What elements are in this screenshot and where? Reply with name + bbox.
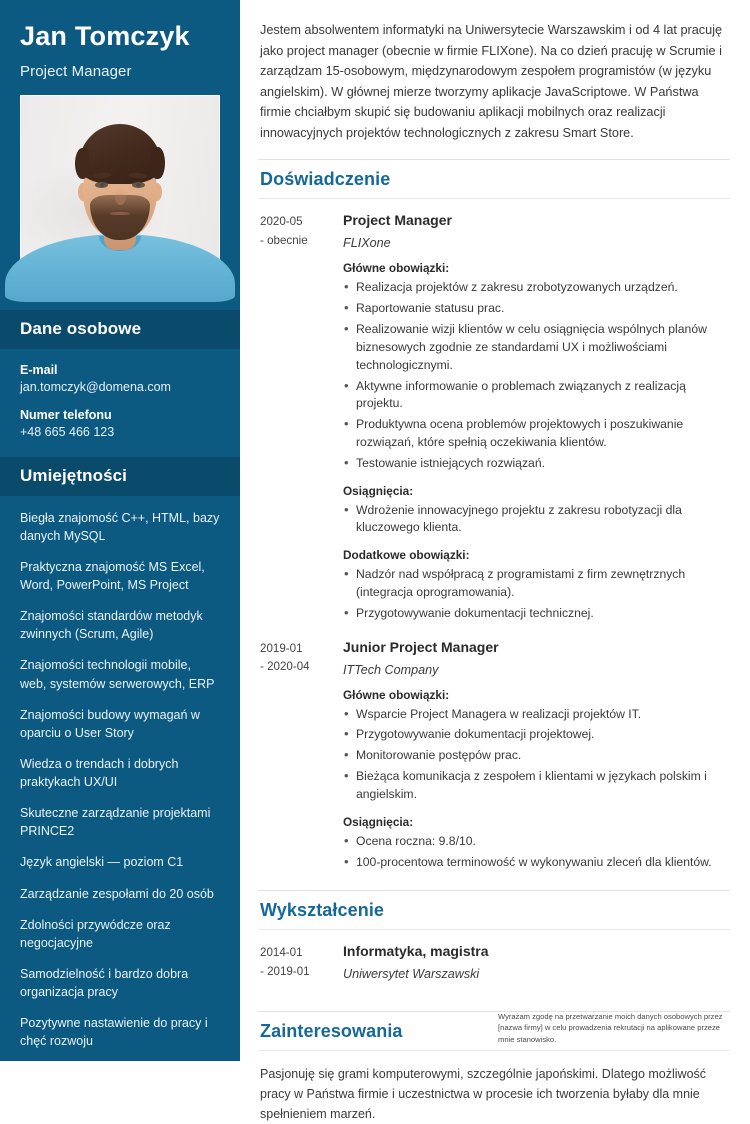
entry-role: Project Manager (343, 212, 452, 229)
list-item: Znajomości technologii mobile, web, systemów serwerowych, ERP (20, 658, 215, 691)
list-item: Biegła znajomość C++, HTML, bazy danych MySQL (20, 510, 220, 543)
photo-eye-left (95, 182, 108, 188)
list-item: • Raportowanie statusu prac. (343, 300, 730, 318)
section-education (258, 890, 730, 995)
duty-group-label: Dodatkowe obowiązki: (343, 548, 470, 563)
contact-label: E-mail (20, 362, 58, 377)
duty-group-label: Główne obowiązki: (343, 261, 450, 276)
entry-organization: FLIXone (343, 236, 391, 251)
list-item: Skuteczne zarządzanie projektami PRINCE2 (20, 806, 211, 839)
duty-group-label: Główne obowiązki: (343, 687, 450, 702)
list-item: • Realizacja projektów z zakresu zrobotyzowanych urządzeń. (343, 279, 730, 297)
photo-eye-right (132, 182, 145, 188)
section-education-header (258, 890, 730, 930)
section-experience-title: Doświadczenie (260, 169, 391, 190)
section-education-title: Wykształcenie (260, 900, 385, 921)
entry-degree: Informatyka, magistra (343, 943, 489, 960)
section-skills-header (0, 457, 240, 496)
list-item: • Monitorowanie postępów prac. (343, 747, 730, 765)
contact-label: Numer telefonu (20, 407, 112, 422)
contact-item-phone (20, 408, 220, 439)
list-item: Znajomości standardów metodyk zwinnych (Scrum, Agile) (20, 609, 203, 642)
photo-hair (79, 124, 160, 183)
list-item: • Ocena roczna: 9.8/10. (343, 833, 730, 851)
gdpr-consent-note: Wyrażam zgodę na przetwarzanie moich danych osobowych przez [nazwa firmy] w celu prowadzenia rekrutacji na aplikowane przeze mnie stanowisko. (498, 1011, 723, 1045)
list-item: Znajomości budowy wymagań w oparciu o User Story (20, 707, 200, 740)
list-item: Zarządzanie zespołami do 20 osób (20, 886, 214, 901)
entry-dates (260, 639, 343, 875)
entry-body (343, 943, 730, 982)
sidebar (0, 0, 240, 1061)
list-item: • Bieżąca komunikacja z zespołem i klientami w językach polskim i angielskim. (343, 768, 730, 804)
candidate-job-title: Project Manager (20, 62, 132, 80)
date-from: 2014-01 (260, 946, 303, 960)
list-item: • Przygotowywanie dokumentacji projektowej. (343, 726, 730, 744)
duty-group-label: Osiągnięcia: (343, 483, 414, 498)
experience-entry (258, 626, 730, 875)
entry-body (343, 212, 730, 625)
list-item: Język angielski — poziom C1 (20, 855, 184, 870)
entry-role: Junior Project Manager (343, 638, 499, 655)
section-experience-header (258, 159, 730, 199)
interests-text: Pasjonuję się grami komputerowymi, szczególnie japońskimi. Dlatego możliwość pracy w Państwa firmie i uczestnictwa w procesie ich tworzenia byłaby dla mnie spełnieniem marzeń. (260, 1066, 707, 1121)
list-item: • Wsparcie Project Managera w realizacji projektów IT. (343, 706, 730, 724)
entry-organization: ITTech Company (343, 662, 439, 677)
list-item: • Wdrożenie innowacyjnego projektu z zakresu robotyzacji dla kluczowego klienta. (343, 502, 730, 538)
list-item: Zdolności przywódcze oraz negocjacyjne (20, 917, 171, 950)
duty-group-list (343, 706, 730, 804)
list-item: • Nadzór nad współpracą z programistami z firm zewnętrznych (integracja oprogramowania). (343, 566, 730, 602)
section-personal-data-header (0, 310, 240, 349)
photo-nose (115, 189, 126, 205)
date-to: - obecnie (260, 234, 308, 248)
duty-group-list (343, 566, 730, 622)
date-from: 2019-01 (260, 641, 303, 655)
duty-group-list (343, 279, 730, 472)
contact-value[interactable]: jan.tomczyk@domena.com (20, 379, 171, 394)
personal-data-list (0, 349, 240, 457)
list-item: Praktyczna znajomość MS Excel, Word, PowerPoint, MS Project (20, 559, 205, 593)
section-skills-title: Umiejętności (20, 465, 128, 485)
section-personal-data-title: Dane osobowe (20, 318, 142, 338)
photo-mouth (110, 212, 130, 216)
entry-body (343, 639, 730, 875)
date-from: 2020-05 (260, 215, 303, 229)
duty-group-list (343, 502, 730, 538)
duty-group-label: Osiągnięcia: (343, 814, 414, 829)
section-interests-title: Zainteresowania (260, 1020, 403, 1041)
main-content (240, 0, 750, 1121)
experience-entry (258, 199, 730, 625)
profile-summary: Jestem absolwentem informatyki na Uniwersytecie Warszawskim i od 4 lat pracuję jako project manager (obecnie w firmie FLIXone). Na co dzień pracuję w Scrumie i zarządzam 15-osobowym, międzynarodowym zespołem programistów (w języku angielskim). W głównej mierze tworzymy aplikacje JavaScriptowe. W Państwa firmie chciałbym skupić się budowaniu aplikacji mobilnych oraz realizacji innowacyjnych projektów technologicznych z zakresu Smart Store. (260, 23, 723, 140)
list-item: • 100-procentowa terminowość w wykonywaniu zleceń dla klientów. (343, 854, 730, 872)
duty-group-list (343, 833, 730, 872)
photo-background (21, 96, 219, 294)
list-item: Wiedza o trendach i dobrych praktykach UX/UI (20, 756, 179, 790)
date-to: - 2019-01 (260, 965, 310, 979)
candidate-name: Jan Tomczyk (20, 21, 190, 51)
entry-dates (260, 212, 343, 625)
entry-dates (260, 943, 343, 982)
contact-item-email (20, 363, 220, 394)
date-to: - 2020-04 (260, 660, 310, 674)
profile-photo (20, 95, 220, 295)
section-experience (258, 159, 730, 874)
list-item: Samodzielność i bardzo dobra organizacja pracy (20, 966, 189, 1000)
list-item: • Aktywne informowanie o problemach związanych z realizacją projektu. (343, 378, 730, 414)
skills-list (0, 496, 240, 1073)
contact-value[interactable]: +48 665 466 123 (20, 424, 115, 439)
list-item: • Realizowanie wizji klientów w celu osiągnięcia wspólnych planów biznesowych zgodnie ze standardami UX i możliwościami technologicznymi. (343, 321, 730, 374)
sidebar-header (0, 0, 240, 80)
list-item: • Testowanie istniejących rozwiązań. (343, 455, 730, 473)
list-item: • Produktywna ocena problemów projektowych i poszukiwanie rozwiązań, które spełnią oczekiwania klientów. (343, 416, 730, 452)
entry-school: Uniwersytet Warszawski (343, 967, 480, 982)
education-entry (258, 930, 730, 995)
list-item: Pozytywne nastawienie do pracy i chęć rozwoju (20, 1016, 208, 1049)
list-item: • Przygotowywanie dokumentacji technicznej. (343, 605, 730, 623)
